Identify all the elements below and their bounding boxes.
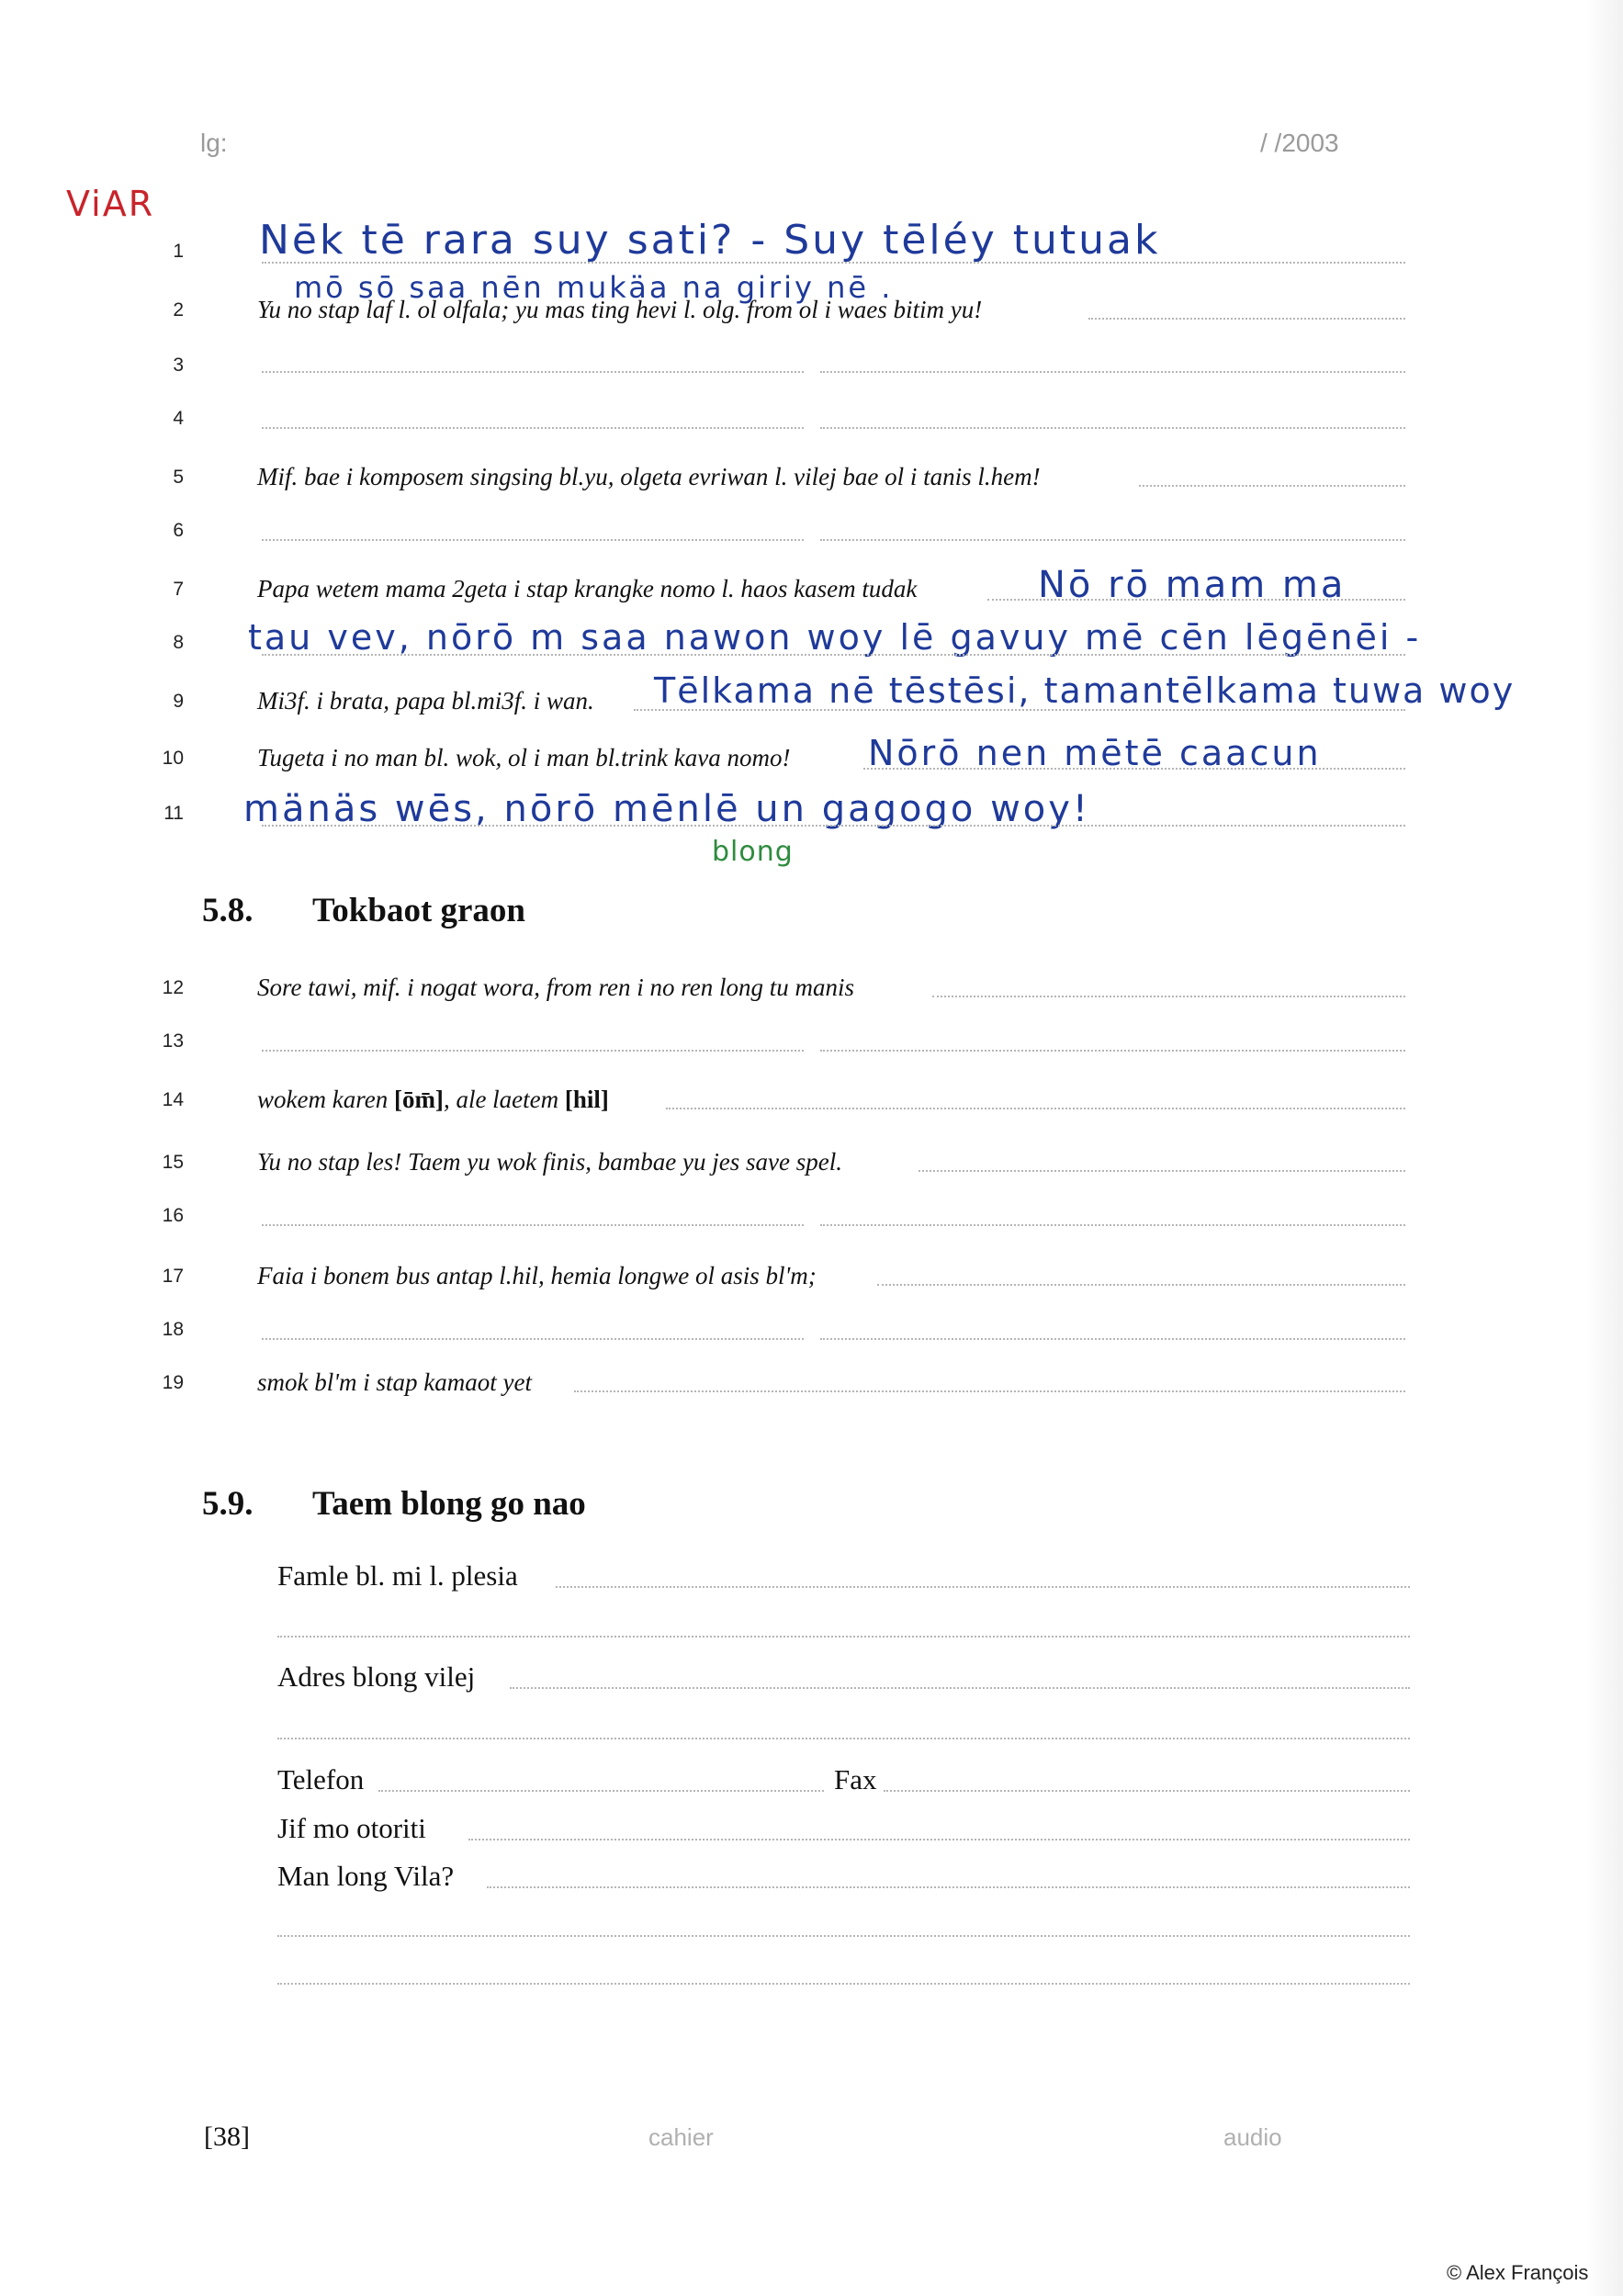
dotted-line: [820, 427, 1405, 429]
dotted-line: [932, 996, 1405, 997]
form-field-line[interactable]: [378, 1790, 824, 1792]
dotted-line: [634, 709, 1405, 711]
dotted-line: [262, 371, 804, 373]
dotted-line: [919, 1170, 1405, 1172]
prompt-text: Mi3f. i brata, papa bl.mi3f. i wan.: [257, 687, 594, 715]
handwriting-line: tau vev, nōrō m saa nawon woy lē gavuy mē cēn lēgēnēi -: [248, 617, 1422, 658]
handwriting-line: Tēlkama nē tēstēsi, tamantēlkama tuwa woy: [654, 670, 1516, 711]
section-title: Tokbaot graon: [312, 892, 526, 929]
page-edge-shadow: [1586, 0, 1623, 2296]
section-number: 5.8.: [202, 892, 254, 929]
form-field-line[interactable]: [510, 1687, 1410, 1689]
bold-term: [hil]: [564, 1086, 609, 1113]
green-note: blong: [712, 836, 794, 868]
prompt-text: Mif. bae i komposem singsing bl.yu, olgeta evriwan l. vilej bae ol i tanis l.hem!: [257, 463, 1041, 490]
section-title: Taem blong go nao: [312, 1485, 586, 1523]
form-field-line[interactable]: [884, 1790, 1410, 1792]
line-number: 15: [162, 1152, 184, 1173]
handwriting-line: Nō rō mam ma: [1038, 564, 1347, 606]
line-number: 2: [173, 299, 184, 321]
dotted-line: [820, 1050, 1405, 1052]
dotted-line: [262, 427, 804, 429]
dotted-line: [262, 1338, 804, 1340]
dotted-line: [820, 1338, 1405, 1340]
dotted-line: [1088, 318, 1405, 320]
line-number: 1: [173, 241, 184, 262]
form-label-famle: Famle bl. mi l. plesia: [277, 1559, 518, 1592]
dotted-line: [262, 1050, 804, 1052]
prompt-text: smok bl'm i stap kamaot yet: [257, 1368, 532, 1396]
line-number: 12: [162, 977, 184, 998]
header-label: lg:: [200, 129, 228, 157]
dotted-line: [877, 1284, 1405, 1286]
line-number: 7: [173, 579, 184, 600]
line-number: 16: [162, 1205, 184, 1226]
line-number: 11: [163, 803, 184, 824]
copyright-notice: © Alex François: [1447, 2261, 1589, 2284]
dotted-line: [262, 654, 1405, 656]
line-number: 13: [162, 1030, 184, 1052]
line-number: 14: [162, 1089, 184, 1110]
dotted-line: [574, 1390, 1405, 1392]
footer-audio-label: audio: [1223, 2123, 1282, 2151]
handwriting-line: Nōrō nen mētē caacun: [868, 733, 1322, 773]
dotted-line: [666, 1108, 1405, 1109]
line-number: 4: [173, 408, 184, 429]
form-label-jif: Jif mo otoriti: [277, 1812, 426, 1844]
form-field-line[interactable]: [556, 1586, 1410, 1588]
form-label-adres: Adres blong vilej: [277, 1660, 476, 1693]
dotted-line: [820, 1224, 1405, 1226]
line-number: 10: [162, 748, 184, 769]
red-annotation: ViAR: [66, 184, 155, 224]
bold-term: [ōm̄]: [393, 1086, 444, 1113]
dotted-line: [820, 539, 1405, 541]
handwriting-line: Nēk tē rara suy sati? - Suy tēléy tutuak: [259, 217, 1161, 264]
dotted-line: [820, 371, 1405, 373]
line-number: 5: [173, 467, 184, 488]
line-number: 19: [162, 1372, 184, 1393]
section-heading-5-8: [202, 891, 525, 930]
line-number: 9: [173, 691, 184, 712]
line-number: 3: [173, 355, 184, 376]
form-field-line[interactable]: [277, 1983, 1410, 1985]
form-field-line[interactable]: [277, 1738, 1410, 1739]
line-number: 17: [162, 1266, 184, 1287]
prompt-part: , ale laetem: [443, 1086, 565, 1113]
dotted-line: [863, 768, 1405, 770]
line-number: 6: [173, 520, 184, 541]
form-label-telefon: Telefon: [277, 1763, 365, 1795]
prompt-part: wokem karen: [257, 1086, 394, 1113]
dotted-line: [262, 539, 804, 541]
form-label-man: Man long Vila?: [277, 1860, 455, 1892]
line-number: 8: [173, 632, 184, 653]
prompt-text: Faia i bonem bus antap l.hil, hemia longwe ol asis bl'm;: [257, 1262, 817, 1289]
form-field-line[interactable]: [277, 1935, 1410, 1937]
footer-cahier-label: cahier: [648, 2123, 714, 2151]
section-number: 5.9.: [202, 1485, 254, 1523]
form-field-line[interactable]: [277, 1636, 1410, 1638]
line-number: 18: [162, 1319, 184, 1340]
dotted-line: [262, 262, 1405, 264]
prompt-text: Papa wetem mama 2geta i stap krangke nomo l. haos kasem tudak: [257, 575, 918, 602]
prompt-text: Yu no stap les! Taem yu wok finis, bambae yu jes save spel.: [257, 1148, 842, 1176]
page-number: [38]: [204, 2122, 250, 2152]
prompt-text: [257, 1086, 609, 1114]
prompt-text: Sore tawi, mif. i nogat wora, from ren i no ren long tu manis: [257, 974, 855, 1001]
header-date: / /2003: [1260, 129, 1339, 157]
dotted-line: [262, 1224, 804, 1226]
section-heading-5-9: [202, 1484, 586, 1524]
form-label-fax: Fax: [834, 1763, 877, 1795]
dotted-line: [987, 599, 1405, 601]
dotted-line: [1139, 485, 1405, 487]
dotted-line: [262, 825, 1405, 827]
form-field-line[interactable]: [487, 1886, 1410, 1888]
handwriting-line: mō sō saa nēn mukäa na giriy nē .: [294, 270, 894, 305]
prompt-text: Tugeta i no man bl. wok, ol i man bl.trink kava nomo!: [257, 744, 791, 771]
prompt-text: Yu no stap laf l. ol olfala; yu mas ting hevi l. olg. from ol i waes bitim yu!: [257, 296, 983, 323]
form-field-line[interactable]: [468, 1839, 1410, 1840]
handwriting-line: mänäs wēs, nōrō mēnlē un gagogo woy!: [243, 788, 1090, 830]
